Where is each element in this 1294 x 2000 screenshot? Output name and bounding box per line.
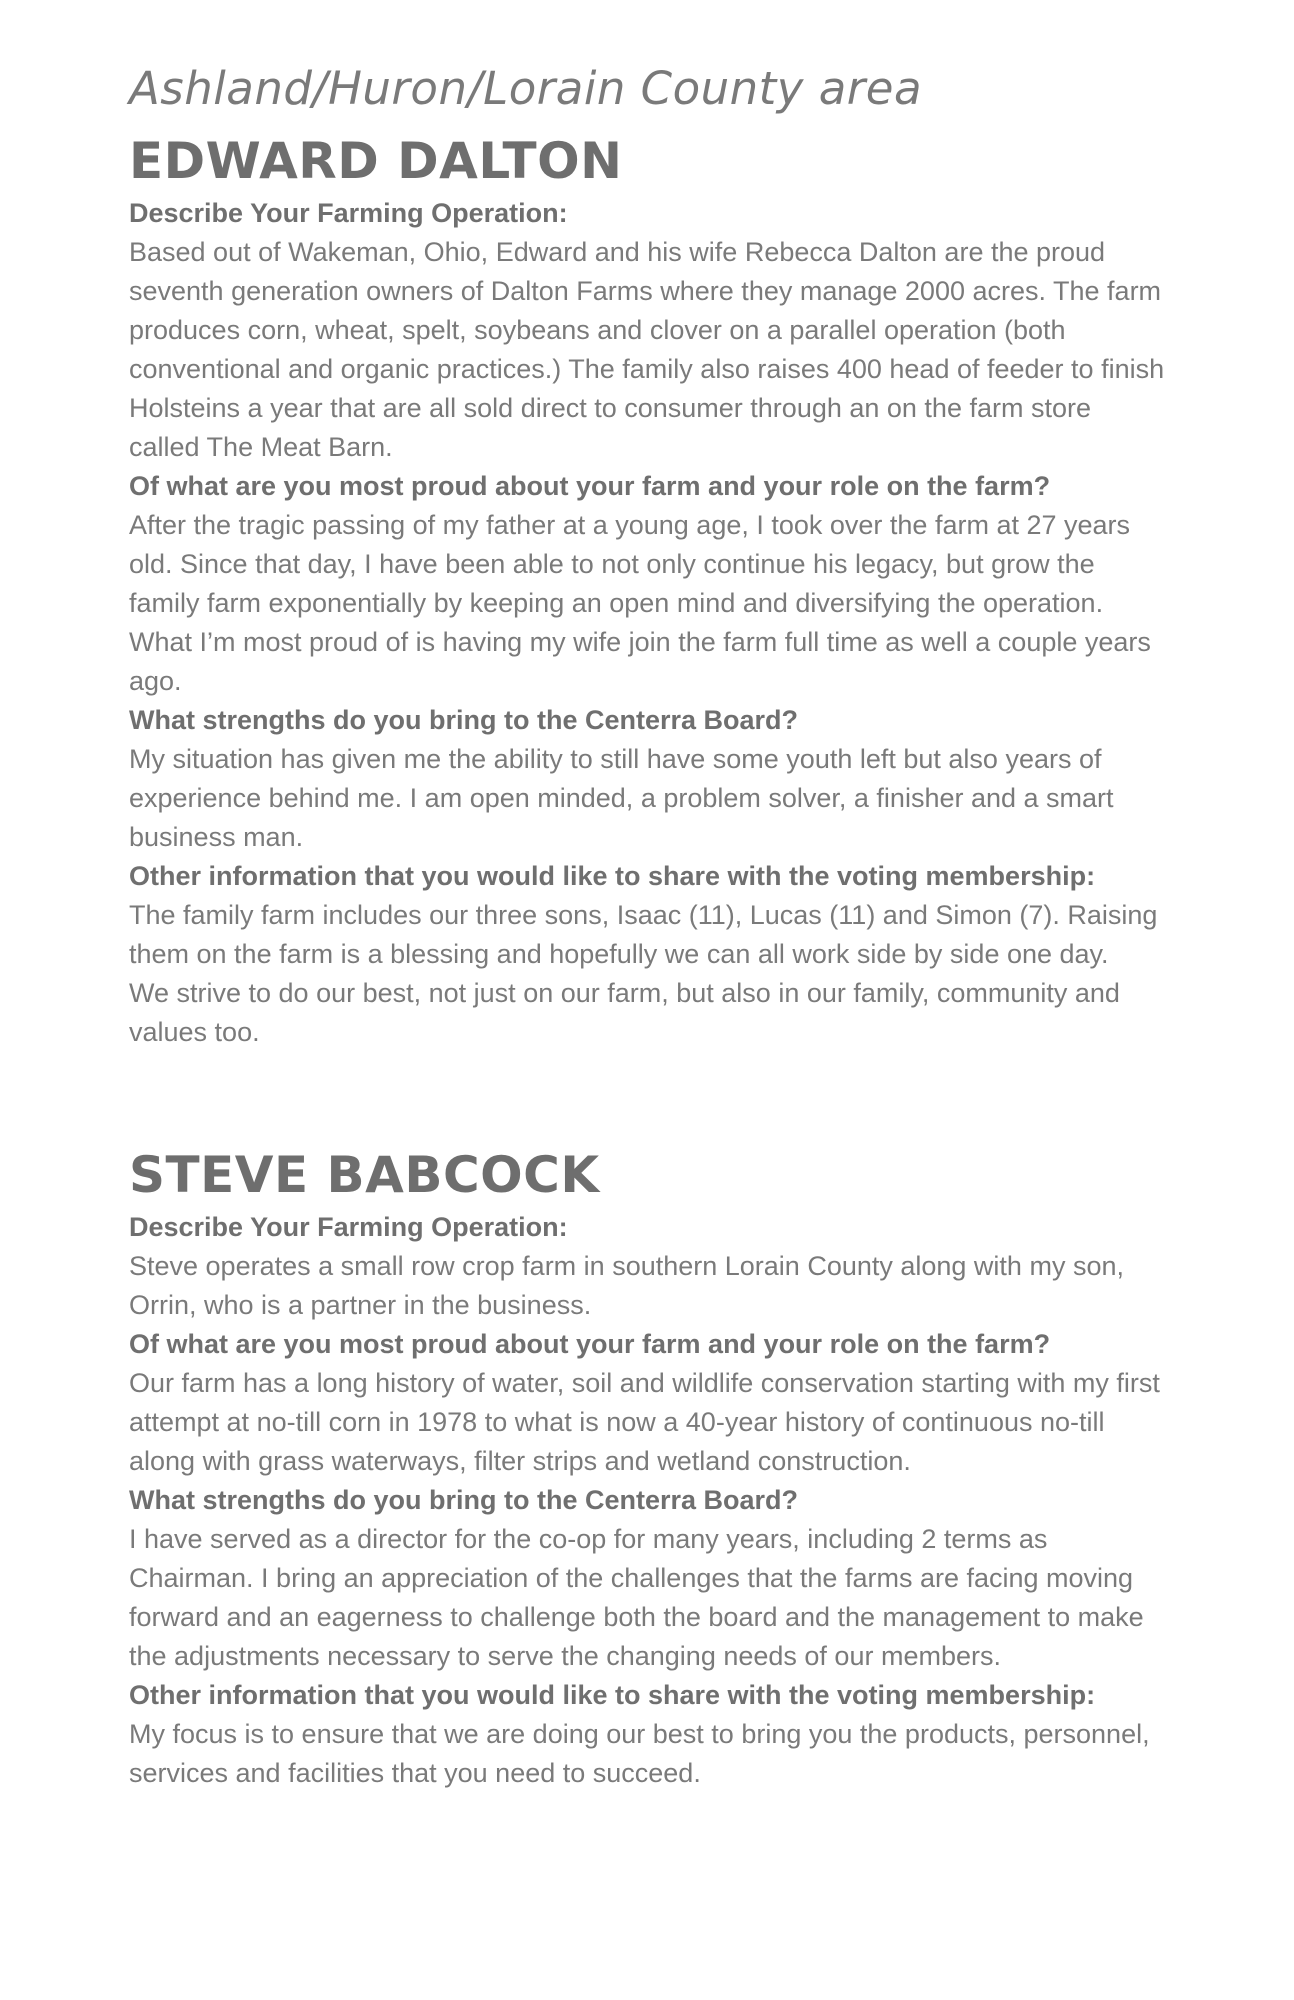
candidate-edward-dalton bbox=[129, 128, 1169, 1052]
question-strengths: What strengths do you bring to the Centerra Board? bbox=[129, 705, 799, 735]
candidate-name: EDWARD DALTON bbox=[129, 132, 623, 190]
question-other-information: Other information that you would like to share with the voting membership: bbox=[129, 1680, 1096, 1710]
answer-strengths: My situation has given me the ability to still have some youth left but also years of experience behind me. I am open minded, a problem solver, a finisher and a smart business man. bbox=[129, 744, 1114, 852]
answer-most-proud: After the tragic passing of my father at a young age, I took over the farm at 27 years old. Since that day, I have been able to not only continue his legacy, but grow the family farm exponentially by keeping an open mind and diversifying the operation. What I’m most proud of is having my wife join the farm full time as well a couple years ago. bbox=[129, 510, 1151, 696]
answer-other-information: The family farm includes our three sons, Isaac (11), Lucas (11) and Simon (7). Raising them on the farm is a blessing and hopefully we can all work side by side one day. bbox=[129, 900, 1158, 969]
question-other-information: Other information that you would like to share with the voting membership: bbox=[129, 861, 1096, 891]
document-page bbox=[129, 58, 1169, 1793]
answer-most-proud: Our farm has a long history of water, soil and wildlife conservation starting with my first attempt at no-till corn in 1978 to what is now a 40-year history of continuous no-till along with grass waterways, filter strips and wetland construction. bbox=[129, 1368, 1160, 1476]
answer-farming-operation: Steve operates a small row crop farm in southern Lorain County along with my son, Orrin, who is a partner in the business. bbox=[129, 1251, 1124, 1320]
question-strengths: What strengths do you bring to the Centerra Board? bbox=[129, 1485, 799, 1515]
question-farming-operation: Describe Your Farming Operation: bbox=[129, 1212, 568, 1242]
answer-other-information-continued: We strive to do our best, not just on our farm, but also in our family, community and values too. bbox=[129, 978, 1120, 1047]
answer-other-information: My focus is to ensure that we are doing our best to bring you the products, personnel, services and facilities that you need to succeed. bbox=[129, 1719, 1150, 1788]
question-most-proud: Of what are you most proud about your farm and your role on the farm? bbox=[129, 1329, 1051, 1359]
answer-strengths: I have served as a director for the co-op for many years, including 2 terms as Chairman. I bring an appreciation of the challenges that the farms are facing moving forward and an eagerness to challenge both the board and the management to make the adjustments necessary to serve the changing needs of our members. bbox=[129, 1524, 1144, 1671]
answer-farming-operation: Based out of Wakeman, Ohio, Edward and his wife Rebecca Dalton are the proud seventh generation owners of Dalton Farms where they manage 2000 acres. The farm produces corn, wheat, spelt, soybeans and clover on a parallel operation (both conventional and organic practices.) The family also raises 400 head of feeder to finish Holsteins a year that are all sold direct to consumer through an on the farm store called The Meat Barn. bbox=[129, 237, 1165, 462]
region-title: Ashland/Huron/Lorain County area bbox=[129, 62, 923, 115]
question-farming-operation: Describe Your Farming Operation: bbox=[129, 198, 568, 228]
question-most-proud: Of what are you most proud about your farm and your role on the farm? bbox=[129, 471, 1051, 501]
candidate-name: STEVE BABCOCK bbox=[129, 1146, 600, 1204]
candidate-steve-babcock bbox=[129, 1142, 1169, 1793]
